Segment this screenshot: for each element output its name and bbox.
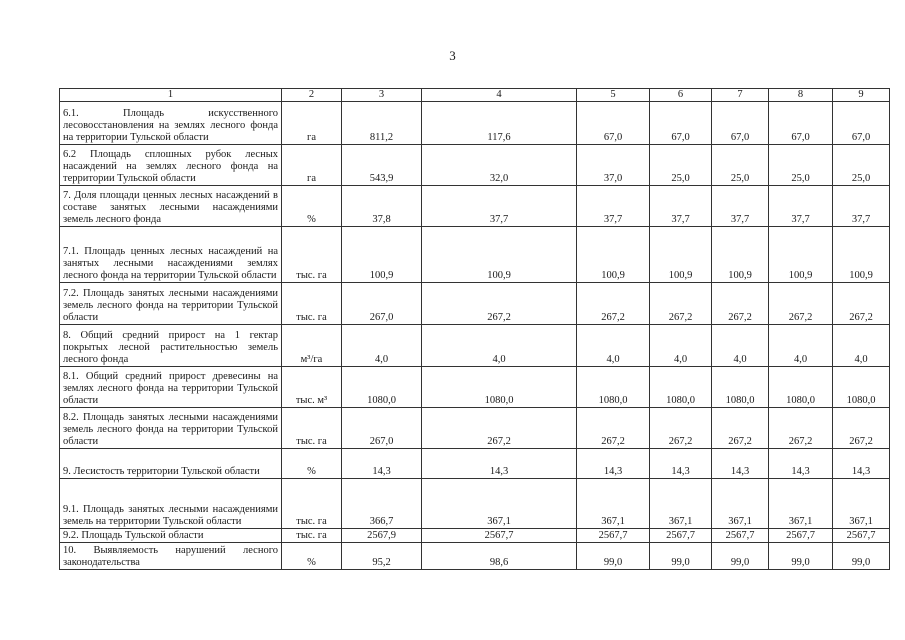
value-cell: 14,3 xyxy=(422,449,577,479)
table-row xyxy=(60,325,890,367)
value-cell: 37,0 xyxy=(577,145,650,186)
value-cell: 4,0 xyxy=(712,325,769,367)
value-cell: 267,2 xyxy=(833,408,890,449)
value-cell: 37,7 xyxy=(422,186,577,227)
unit-cell: га xyxy=(282,145,342,186)
indicator-name: 6.2 Площадь сплошных рубок лесных насаждений на землях лесного фонда на территории Тульской области xyxy=(60,145,282,186)
value-cell: 117,6 xyxy=(422,102,577,145)
value-cell: 267,2 xyxy=(577,283,650,325)
table-row xyxy=(60,529,890,543)
value-cell: 67,0 xyxy=(712,102,769,145)
value-cell: 367,1 xyxy=(712,479,769,529)
value-cell: 32,0 xyxy=(422,145,577,186)
value-cell: 2567,7 xyxy=(422,529,577,543)
value-cell: 14,3 xyxy=(577,449,650,479)
value-cell: 367,1 xyxy=(833,479,890,529)
value-cell: 267,2 xyxy=(577,408,650,449)
unit-cell: % xyxy=(282,186,342,227)
value-cell: 99,0 xyxy=(769,543,833,570)
unit-cell: % xyxy=(282,449,342,479)
indicator-name: 9.2. Площадь Тульской области xyxy=(60,529,282,543)
value-cell: 37,7 xyxy=(769,186,833,227)
value-cell: 2567,7 xyxy=(577,529,650,543)
value-cell: 100,9 xyxy=(769,227,833,283)
column-header: 3 xyxy=(342,89,422,102)
value-cell: 367,1 xyxy=(422,479,577,529)
value-cell: 14,3 xyxy=(712,449,769,479)
indicator-name: 7.2. Площадь занятых лесными насаждениями земель лесного фонда на территории Тульской области xyxy=(60,283,282,325)
table-row xyxy=(60,479,890,529)
indicator-name: 7.1. Площадь ценных лесных насаждений на занятых лесными насаждениями землях лесного фонда на территории Тульской области xyxy=(60,227,282,283)
indicator-name: 8.2. Площадь занятых лесными насаждениями земель лесного фонда на территории Тульской области xyxy=(60,408,282,449)
value-cell: 25,0 xyxy=(650,145,712,186)
unit-cell: тыс. га xyxy=(282,529,342,543)
value-cell: 4,0 xyxy=(650,325,712,367)
column-header: 2 xyxy=(282,89,342,102)
indicator-name: 9.1. Площадь занятых лесными насаждениями земель на территории Тульской области xyxy=(60,479,282,529)
value-cell: 99,0 xyxy=(833,543,890,570)
unit-cell: тыс. м³ xyxy=(282,367,342,408)
value-cell: 14,3 xyxy=(650,449,712,479)
value-cell: 267,2 xyxy=(422,283,577,325)
value-cell: 543,9 xyxy=(342,145,422,186)
value-cell: 37,7 xyxy=(577,186,650,227)
value-cell: 25,0 xyxy=(769,145,833,186)
value-cell: 4,0 xyxy=(769,325,833,367)
value-cell: 67,0 xyxy=(769,102,833,145)
value-cell: 267,2 xyxy=(769,283,833,325)
value-cell: 100,9 xyxy=(650,227,712,283)
value-cell: 67,0 xyxy=(577,102,650,145)
value-cell: 98,6 xyxy=(422,543,577,570)
value-cell: 67,0 xyxy=(650,102,712,145)
value-cell: 2567,7 xyxy=(833,529,890,543)
value-cell: 1080,0 xyxy=(650,367,712,408)
table-row xyxy=(60,145,890,186)
unit-cell: тыс. га xyxy=(282,283,342,325)
value-cell: 99,0 xyxy=(650,543,712,570)
value-cell: 95,2 xyxy=(342,543,422,570)
column-header: 1 xyxy=(60,89,282,102)
value-cell: 1080,0 xyxy=(342,367,422,408)
value-cell: 4,0 xyxy=(342,325,422,367)
value-cell: 100,9 xyxy=(577,227,650,283)
table-row xyxy=(60,543,890,570)
value-cell: 37,7 xyxy=(833,186,890,227)
value-cell: 811,2 xyxy=(342,102,422,145)
unit-cell: % xyxy=(282,543,342,570)
indicator-name: 10. Выявляемость нарушений лесного законодательства xyxy=(60,543,282,570)
value-cell: 37,8 xyxy=(342,186,422,227)
value-cell: 267,2 xyxy=(712,283,769,325)
value-cell: 2567,7 xyxy=(769,529,833,543)
value-cell: 25,0 xyxy=(833,145,890,186)
unit-cell: м³/га xyxy=(282,325,342,367)
header-row xyxy=(60,89,890,102)
value-cell: 1080,0 xyxy=(712,367,769,408)
value-cell: 267,2 xyxy=(422,408,577,449)
value-cell: 99,0 xyxy=(712,543,769,570)
table-row xyxy=(60,227,890,283)
value-cell: 99,0 xyxy=(577,543,650,570)
value-cell: 100,9 xyxy=(712,227,769,283)
column-header: 9 xyxy=(833,89,890,102)
value-cell: 14,3 xyxy=(833,449,890,479)
value-cell: 367,1 xyxy=(650,479,712,529)
table-row xyxy=(60,367,890,408)
value-cell: 100,9 xyxy=(833,227,890,283)
unit-cell: тыс. га xyxy=(282,408,342,449)
column-header: 7 xyxy=(712,89,769,102)
indicator-name: 8. Общий средний прирост на 1 гектар покрытых лесной растительностью земель лесного фонда xyxy=(60,325,282,367)
value-cell: 267,2 xyxy=(712,408,769,449)
column-header: 8 xyxy=(769,89,833,102)
value-cell: 367,1 xyxy=(769,479,833,529)
value-cell: 37,7 xyxy=(712,186,769,227)
value-cell: 4,0 xyxy=(577,325,650,367)
value-cell: 267,2 xyxy=(650,283,712,325)
table-row xyxy=(60,449,890,479)
value-cell: 2567,7 xyxy=(712,529,769,543)
value-cell: 267,2 xyxy=(833,283,890,325)
indicator-name: 9. Лесистость территории Тульской области xyxy=(60,449,282,479)
value-cell: 267,2 xyxy=(650,408,712,449)
value-cell: 14,3 xyxy=(769,449,833,479)
value-cell: 367,1 xyxy=(577,479,650,529)
indicators-table xyxy=(59,88,890,570)
table-row xyxy=(60,408,890,449)
value-cell: 37,7 xyxy=(650,186,712,227)
value-cell: 100,9 xyxy=(422,227,577,283)
value-cell: 2567,7 xyxy=(650,529,712,543)
value-cell: 4,0 xyxy=(422,325,577,367)
column-header: 4 xyxy=(422,89,577,102)
value-cell: 2567,9 xyxy=(342,529,422,543)
table-row xyxy=(60,283,890,325)
unit-cell: тыс. га xyxy=(282,227,342,283)
value-cell: 100,9 xyxy=(342,227,422,283)
indicator-name: 7. Доля площади ценных лесных насаждений в составе занятых лесными насаждениями земель лесного фонда xyxy=(60,186,282,227)
value-cell: 25,0 xyxy=(712,145,769,186)
value-cell: 267,0 xyxy=(342,283,422,325)
unit-cell: тыс. га xyxy=(282,479,342,529)
value-cell: 267,0 xyxy=(342,408,422,449)
indicator-name: 8.1. Общий средний прирост древесины на землях лесного фонда на территории Тульской области xyxy=(60,367,282,408)
unit-cell: га xyxy=(282,102,342,145)
indicator-name: 6.1. Площадь искусственного лесовосстановления на землях лесного фонда на территории Тульской области xyxy=(60,102,282,145)
column-header: 5 xyxy=(577,89,650,102)
value-cell: 1080,0 xyxy=(422,367,577,408)
value-cell: 366,7 xyxy=(342,479,422,529)
value-cell: 267,2 xyxy=(769,408,833,449)
value-cell: 4,0 xyxy=(833,325,890,367)
page-number: 3 xyxy=(449,48,456,63)
value-cell: 1080,0 xyxy=(769,367,833,408)
value-cell: 14,3 xyxy=(342,449,422,479)
column-header: 6 xyxy=(650,89,712,102)
value-cell: 67,0 xyxy=(833,102,890,145)
value-cell: 1080,0 xyxy=(577,367,650,408)
value-cell: 1080,0 xyxy=(833,367,890,408)
table-row xyxy=(60,186,890,227)
table-row xyxy=(60,102,890,145)
